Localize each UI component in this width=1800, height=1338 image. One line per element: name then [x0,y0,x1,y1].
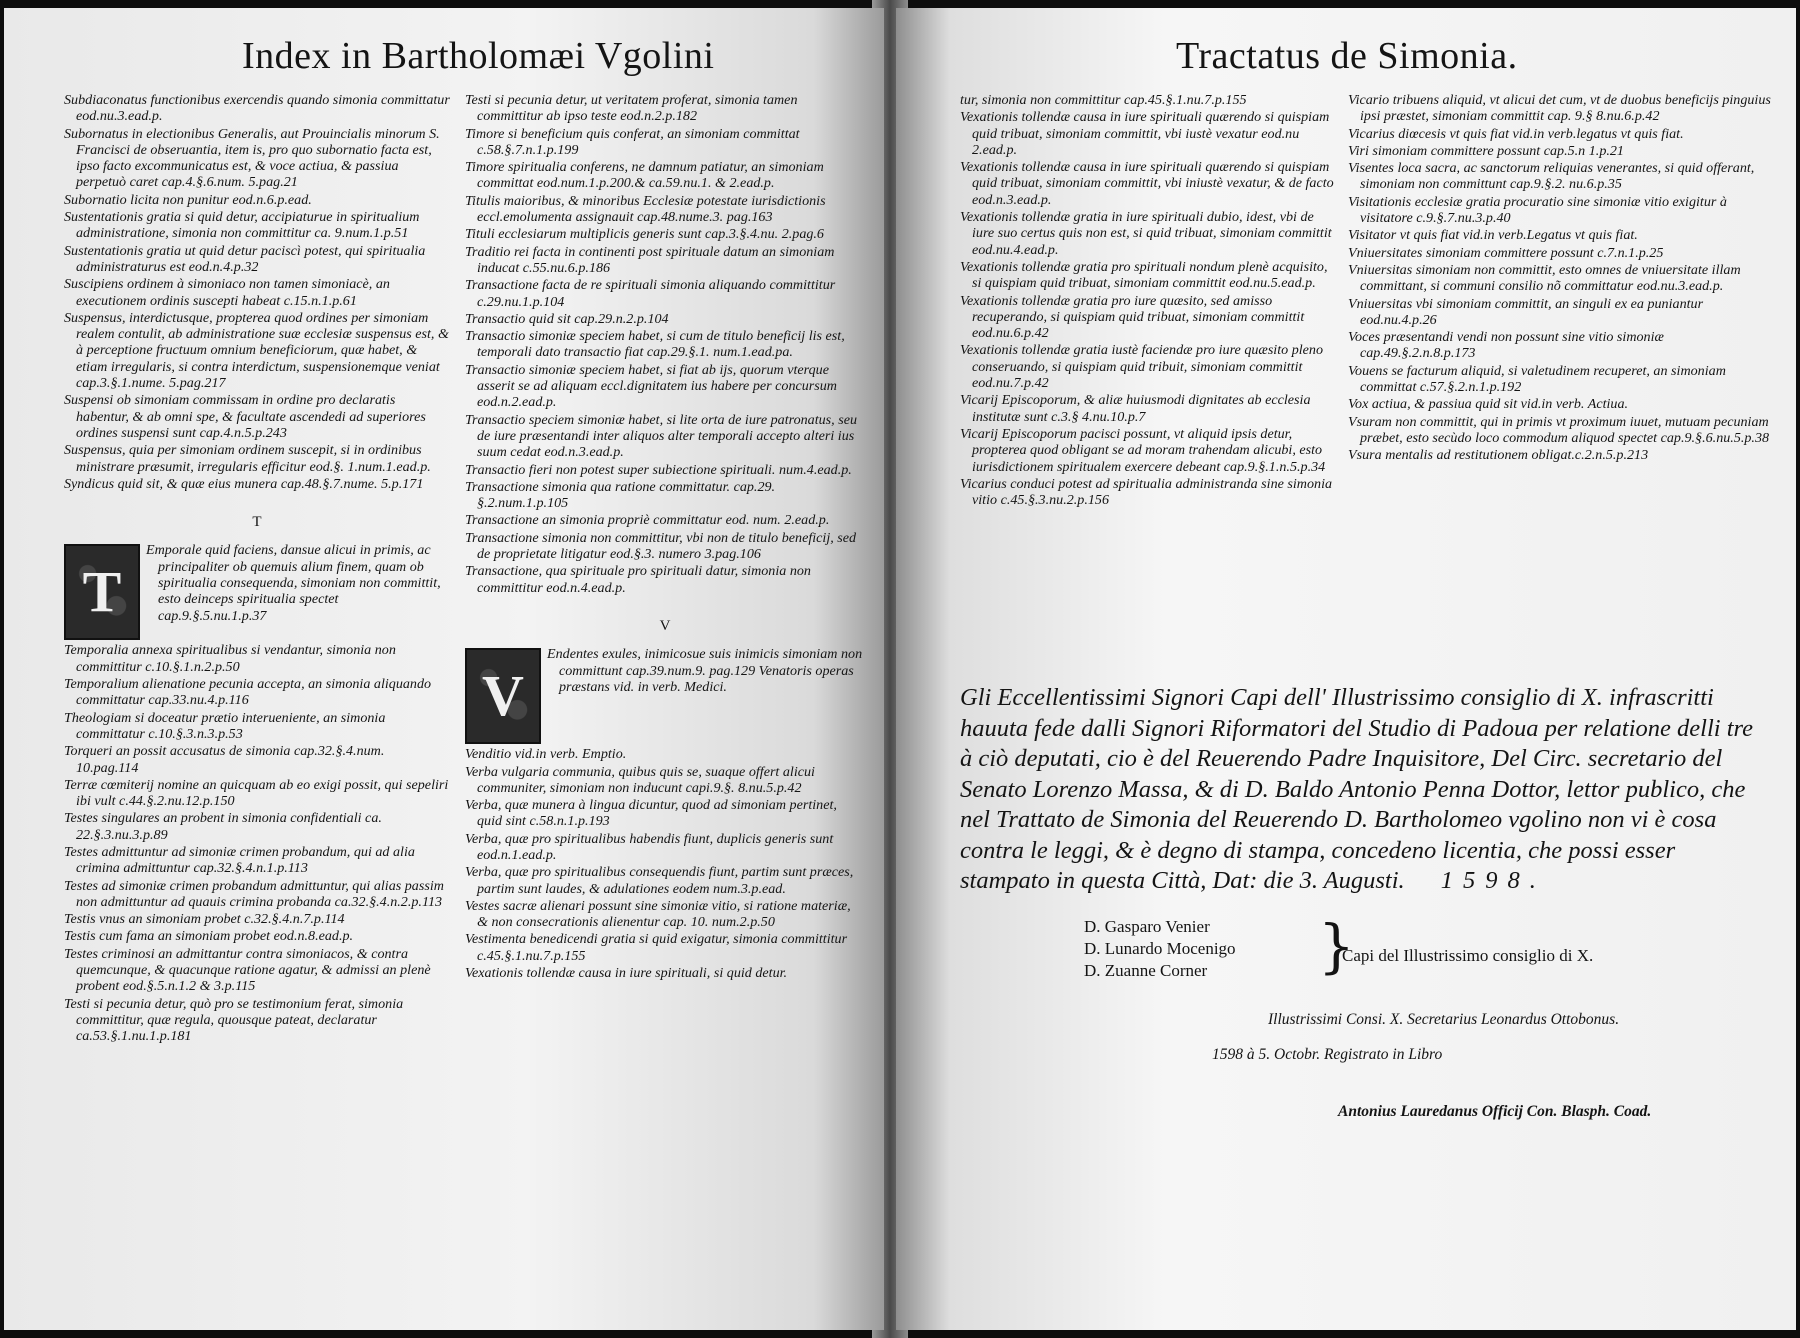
index-entry: Visitator vt quis fiat vid.in verb.Legatus vt quis fiat. [1348,227,1638,244]
index-entry: Timore spiritualia conferens, ne damnum patiatur, an simoniam committat eod.num.1.p.200.& ca.59.nu.1. & 2.ead.p. [465,159,824,192]
index-entry: Subornatio licita non punitur eod.n.6.p.ead. [64,191,312,208]
letter-heading-v: V [659,617,671,634]
index-entry: Transactione, qua spirituale pro spirituali datur, simonia non committitur eod.n.4.ead.p. [465,563,811,596]
index-entry: Transactione simonia non committitur, vbi non de titulo beneficij, sed de proprietate litigatur eod.§.3. numero 3.pag.106 [465,529,857,563]
index-entry: Timore si beneficium quis conferat, an simoniam committat c.58.§.7.n.1.p.199 [465,125,800,158]
index-entry: Endentes exules, inimicosue suis inimicis simoniam non committunt cap.39.num.9. pag.129 Venatoris operas præstans vid. in verb. Medici. [547,646,863,695]
left-page [4,8,884,1330]
index-entry: Transactione simonia qua ratione committatur. cap.29. §.2.num.1.p.105 [465,478,776,512]
index-entry: Vniuersitas simoniam non committit, esto omnes de vniuersitate illam committant, si communi consilio nõ committatur eod.nu.3.ead.p. [1348,261,1741,295]
index-entry: Vniuersitas vbi simoniam committit, an singuli ex ea puniantur eod.nu.4.p.26 [1348,295,1704,328]
decorated-initial-t: T [64,544,140,640]
index-entry: Testi si pecunia detur, ut veritatem proferat, simonia tamen committitur ab ipso teste eod.n.2.p.182 [465,92,798,125]
imprimatur-text: Gli Eccellentissimi Signori Capi dell' Illustrissimo consiglio di X. infrascritti hauuta fede dalli Signori Riformatori del Studio di Padoua per relatione delli tre à ciò deputati, cio è del Reuerendo Padre Inquisitore, Del Circ. secretario del Senato Lorenzo Massa, & di D. Baldo Antonio Penna Dottor, lettor publico, che nel Trattato de Simonia del Reuerendo D. Bartholomeo vgolino non vi è cosa contra le leggi, & è degno di stampa, concedeno licentia, che possi esser stampato in questa Città, Dat: die 3. Augusti. [960,684,1754,894]
index-entry: Vexationis tollendæ gratia in iure spirituali dubio, idest, vbi de iure suo certus quis non est, si quid tribuat, simoniam committit eod.nu.4.ead.p. [960,209,1332,258]
capi-label: Capi del Illustrissimo consiglio di X. [1342,946,1594,965]
index-entry: Vicarius conduci potest ad spiritualia administranda sine simonia vitio c.45.§.3.nu.2.p.156 [960,475,1333,509]
index-entry: Tituli ecclesiarum multiplicis generis sunt cap.3.§.4.nu. 2.pag.6 [465,226,824,243]
signers-list [1084,916,1236,982]
left-running-head: Index in Bartholomæi Vgolini [242,35,715,77]
index-entry: Temporalia annexa spiritualibus si vendantur, simonia non committitur c.10.§.1.n.2.p.50 [64,642,396,675]
index-entry: tur, simonia non committitur cap.45.§.1.nu.7.p.155 [960,92,1247,108]
index-entry: Sustentationis gratia ut quid detur paciscì potest, qui spiritualia administraturus est eod.n.4.p.32 [64,242,426,275]
index-entry: Testis cum fama an simoniam probet eod.n.8.ead.p. [64,928,354,945]
left-column-1-entries-b [64,642,450,1044]
scribe-line: Antonius Lauredanus Officij Con. Blasph. Coad. [1338,1103,1652,1120]
index-entry: Verba, quæ pro spiritualibus habendis fiunt, duplicis generis sunt eod.n.1.ead.p. [465,830,834,863]
signer-name: D. Gasparo Venier [1084,917,1210,936]
index-entry: Vestimenta benedicendi gratia si quid exigatur, simonia committitur c.45.§.1.nu.7.p.155 [465,931,848,964]
index-entry: Sustentationis gratia si quid detur, accipiaturue in spiritualium administratione, simonia non committitur ca. 9.num.1.p.51 [64,209,420,242]
index-entry: Venditio vid.in verb. Emptio. [465,746,627,763]
signers-brace: } [1318,912,1355,980]
signer-name: D. Lunardo Mocenigo [1084,939,1236,958]
index-entry: Testes ad simoniæ crimen probandum admittuntur, qui alias passim non admittuntur ad quauis crimina probanda ca.32.§.4.n.2.p.113 [64,877,444,910]
index-entry: Suspensus, interdictusque, propterea quod ordines per simoniam realem contulit, ab administratione suæ ecclesiæ suspensus est, & à perceptione fructuum omnium beneficiorum, quæ habet, & etiam irregularis, si contra interdictum, suspensionemque veniat cap.3.§.1.nume. 5.pag.217 [64,309,449,392]
decorated-initial-v: V [465,648,541,744]
index-entry: Suspensi ob simoniam commissam in ordine pro declaratis habentur, & ab omni spe, & facultate ascendedi ad superiores ordines suspensi sunt cap.4.n.5.p.243 [64,392,426,441]
left-column-1-entries-a [64,92,450,492]
index-entry: Theologiam si doceatur prætio interueniente, an simonia committatur c.10.§.3.n.3.p.53 [64,709,386,742]
imprimatur-paragraph [960,683,1770,897]
index-entry: Vexationis tollendæ causa in iure spirituali, si quid detur. [465,965,788,982]
index-entry: Vicarij Episcoporum pacisci possunt, vt aliquid ipsis detur, propterea quod obligant se ad moram trahendam alicubi, esto iurisdictionem spiritualem exercere debeant cap.9.§.1.n.5.p.34 [960,425,1326,475]
index-entry: Temporalium alienatione pecunia accepta, an simonia aliquando committatur cap.33.nu.4.p.116 [64,676,432,709]
index-entry: Subornatus in electionibus Generalis, aut Prouincialis minorum S. Francisci de obseruantia, item is, pro quo subornatio facta est, ipso facto excommunicatus est, & voce actiua, & passiua perpetuò caret cap.4.§.6.num. 5.pag.21 [64,125,440,191]
index-entry: Vicario tribuens aliquid, vt alicui det cum, vt de duobus beneficijs pinguius ipsi præstet, simoniam committit cap. 9.§ 8.nu.6.p.42 [1348,92,1771,125]
index-entry: Vexationis tollendæ gratia pro iure quæsito, sed amisso recuperando, si quispiam quid tribuat, simoniam committit eod.nu.6.p.42 [960,292,1305,342]
index-entry: Transactio simoniæ speciem habet, si cum de titulo beneficij lis est, temporali dato transactio fiat cap.29.§.1. num.1.ead.pa. [465,328,845,361]
index-entry: Testi si pecunia detur, quò pro se testimonium ferat, simonia committitur, quæ regula, quousque pateat, declaratur ca.53.§.1.nu.1.p.181 [64,995,404,1045]
index-entry: Transactio simoniæ speciem habet, si fiat ab ijs, quorum vterque asserit se ad aliquam eccl.dignitatem ius habere per concursum eod.n.2.ead.p. [465,361,837,411]
index-entry: Vouens se facturum aliquid, si valetudinem recuperet, an simoniam committat c.57.§.2.n.1.p.192 [1348,362,1726,396]
index-entry: Subdiaconatus functionibus exercendis quando simonia committatur eod.nu.3.ead.p. [64,92,450,125]
index-entry: Voces præsentandi vendi non possunt sine vitio simoniæ cap.49.§.2.n.8.p.173 [1348,329,1664,362]
index-entry: Visitationis ecclesiæ gratia procuratio sine simoniæ vitio exigitur à visitatore c.9.§.7.nu.3.p.40 [1348,193,1727,227]
index-entry: Vsura mentalis ad restitutionem obligat.c.2.n.5.p.213 [1348,447,1649,464]
index-entry: Vniuersitates simoniam committere possunt c.7.n.1.p.25 [1348,244,1664,261]
left-column-2 [465,92,865,982]
right-column-2 [1348,92,1772,465]
index-entry: Testes criminosi an admittantur contra simoniacos, & contra quemcunque, & quacunque ratione agatur, & admissi an plenè probent eod.§.5.n.1.2 & 3.p.115 [64,945,431,995]
index-entry: Verba, quæ munera à lingua dicuntur, quod ad simoniam pertinet, quid sint c.58.n.1.p.193 [465,797,837,830]
index-entry: Suspensus, quia per simoniam ordinem suscepit, si in ordinibus ministrare præsumit, irregularis efficitur eod.§. 1.num.1.ead.p. [64,442,431,475]
initial-block-t [64,542,450,642]
index-entry: Titulis maioribus, & minoribus Ecclesiæ potestate iurisdictionis eccl.emolumenta assignauit cap.48.nume.3. pag.163 [465,192,826,226]
index-entry: Suscipiens ordinem à simoniaco non tamen simoniacè, an executionem ordinis suscepti habeat c.15.n.1.p.61 [64,276,390,309]
initial-block-v [465,646,865,746]
index-entry: Transactione an simonia propriè committatur eod. num. 2.ead.p. [465,512,830,529]
index-entry: Transactione facta de re spirituali simonia aliquando committitur c.29.nu.1.p.104 [465,277,836,310]
letter-heading-t: T [252,514,262,531]
index-entry: Vsuram non committit, qui in primis vt proximum iuuet, mutuam pecuniam præbet, esto secùdo loco commodum aliquod spectet cap.9.§.6.nu.5.p.38 [1348,413,1770,446]
index-entry: Terræ cœmiterij nomine an quicquam ab eo exigi possit, qui sepeliri ibi vult c.44.§.2.nu.12.p.150 [64,776,449,810]
secretary-line: Illustrissimi Consi. X. Secretarius Leonardus Ottobonus. [1268,1011,1620,1028]
right-column-1 [960,92,1336,509]
index-entry: Vestes sacræ alienari possunt sine simoniæ vitio, si ratione materiæ, & non consecrationis alienentur cap. 10. num.2.p.50 [465,897,851,931]
index-entry: Verba, quæ pro spiritualibus consequendis fiunt, partim sunt præces, partim sunt laudes, & adulationes eodem num.3.p.ead. [465,864,854,897]
left-column-1 [64,92,450,1046]
imprimatur-year: 1598. [1440,867,1546,894]
index-entry: Transactio fieri non potest super subiectione spirituali. num.4.ead.p. [465,461,852,478]
index-entry: Verba vulgaria communia, quibus quis se, suaque offert alicui communiter, simoniam non inducunt capi.9.§. 8.nu.5.p.42 [465,763,815,796]
index-entry: Testes admittuntur ad simoniæ crimen probandum, qui ad alia crimina admittuntur cap.32.§.4.n.1.p.113 [64,843,415,877]
index-entry: Visentes loca sacra, ac sanctorum reliquias venerantes, si quid offerant, simoniam non committunt cap.9.§.2. nu.6.p.35 [1348,160,1755,193]
left-column-2-entries-a [465,92,865,596]
index-entry: Vexationis tollendæ causa in iure spirituali quærendo si quispiam quid tribuat, simoniam committit, vbi iustè vexatur eod.nu 2.ead.p. [960,109,1330,158]
left-column-2-entries-b [465,746,865,981]
index-entry: Transactio speciem simoniæ habet, si lite orta de iure patronatus, seu de iure præsentandi inter aliquos alter temporali accepto alteri ius suum cedat eod.n.3.ead.p. [465,411,858,461]
index-entry: Vox actiua, & passiua quid sit vid.in verb. Actiua. [1348,396,1629,413]
index-entry: Vicarius diœcesis vt quis fiat vid.in verb.legatus vt quis fiat. [1348,125,1684,142]
index-entry: Transactio quid sit cap.29.n.2.p.104 [465,310,669,327]
index-entry: Emporale quid faciens, dansue alicui in primis, ac principaliter ob quemuis alium finem, quam ob spiritualia consequenda, simoniam non committit, esto deinceps spiritualia spectet cap.9.§.5.nu.1.p.37 [146,542,441,624]
index-entry: Vexationis tollendæ causa in iure spirituali quærendo si quispiam quid tribuat, simoniam committit, vbi iniustè vexatur, & de facto eod.n.3.ead.p. [960,159,1334,208]
index-entry: Torqueri an possit accusatus de simonia cap.32.§.4.num. 10.pag.114 [64,743,385,776]
right-page [896,8,1796,1330]
index-entry: Vexationis tollendæ gratia pro spirituali nondum plenè acquisito, si quispiam quid tribuat, simoniam committit eod.nu.5.ead.p. [960,258,1328,292]
index-entry: Syndicus quid sit, & quæ eius munera cap.48.§.7.nume. 5.p.171 [64,475,424,492]
registration-line: 1598 à 5. Octobr. Registrato in Libro [1212,1046,1443,1063]
signer-name: D. Zuanne Corner [1084,961,1208,980]
right-running-head: Tractatus de Simonia. [1176,35,1518,77]
index-entry: Viri simoniam committere possunt cap.5.n 1.p.21 [1348,142,1624,159]
index-entry: Traditio rei facta in continenti post spirituale datum an simoniam inducat c.55.nu.6.p.186 [465,243,835,276]
index-entry: Testes singulares an probent in simonia confidentiali ca. 22.§.3.nu.3.p.89 [64,810,382,843]
index-entry: Vexationis tollendæ gratia iustè faciendæ pro iure quæsito pleno conseruando, si quispiam quid tribuit, simoniam committit eod.nu.7.p.42 [960,342,1324,392]
index-entry: Testis vnus an simoniam probet c.32.§.4.n.7.p.114 [64,911,345,928]
index-entry: Vicarij Episcoporum, & aliæ huiusmodi dignitates ab ecclesia institutæ sunt c.3.§ 4.nu.10.p.7 [960,392,1311,425]
